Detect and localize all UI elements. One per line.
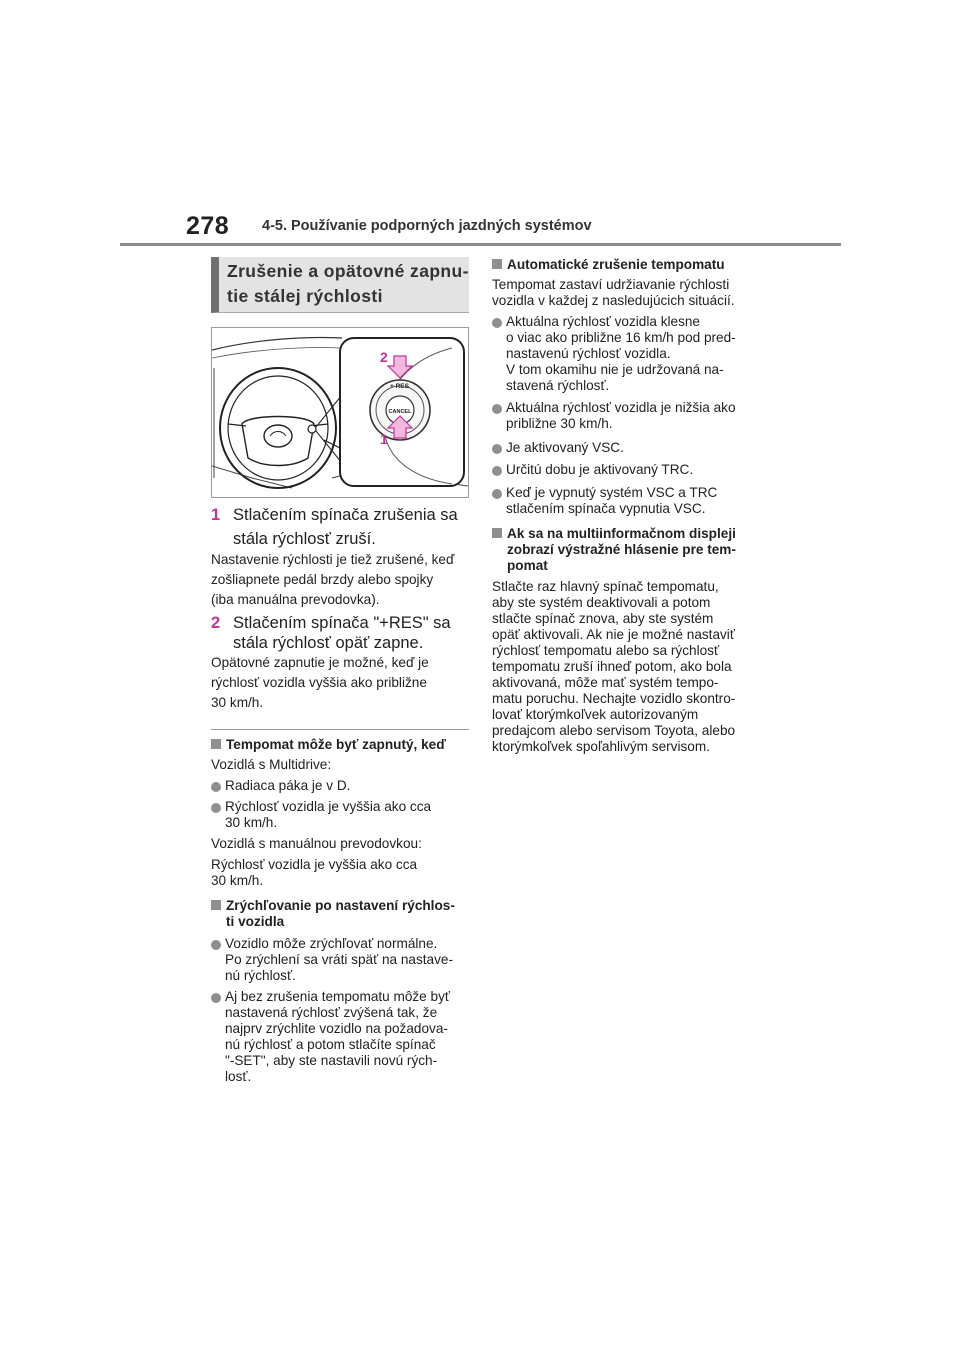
bullet-dot-icon <box>492 404 502 414</box>
right-s2-body-11: ktorýmkoľvek spoľahlivým servisom. <box>492 739 710 754</box>
step-2-note-2: rýchlosť vozidla vyššia ako približne <box>211 675 427 690</box>
left-s2-b2-l2: nastavená rýchlosť zvýšená tak, že <box>225 1005 438 1020</box>
heading-line-2: tie stálej rýchlosti <box>227 286 383 306</box>
left-s2-b1-l1: Vozidlo môže zrýchľovať normálne. <box>225 936 438 951</box>
square-bullet-icon <box>211 739 221 749</box>
left-s2-b2-l6: losť. <box>225 1069 252 1084</box>
callout-2: 2 <box>380 349 388 365</box>
step-1-note-3: (iba manuálna prevodovka). <box>211 592 380 607</box>
right-s2-heading-2: zobrazí výstražné hlásenie pre tem- <box>507 542 736 557</box>
bullet-dot-icon <box>211 993 221 1003</box>
left-s2-b1-l2: Po zrýchlení sa vráti späť na nastave- <box>225 952 453 967</box>
left-s1-b1: Radiaca páka je v D. <box>225 778 351 793</box>
right-s2-body-1: Stlačte raz hlavný spínač tempomatu, <box>492 579 719 594</box>
step-1-note-1: Nastavenie rýchlosti je tiež zrušené, keď <box>211 552 455 567</box>
steering-wheel-drawing <box>212 328 468 497</box>
right-s2-body-8: matu poruchu. Nechajte vozidlo skontro- <box>492 691 736 706</box>
heading-line-1: Zrušenie a opätovné zapnu- <box>227 261 469 281</box>
right-s2-body-4: opäť aktivovali. Ak nie je možné nastaviť <box>492 627 735 642</box>
right-s1-heading: Automatické zrušenie tempomatu <box>492 257 725 273</box>
bullet-dot-icon <box>492 444 502 454</box>
right-s2-heading-3: pomat <box>507 558 548 573</box>
left-s2-b2-l3: najprv zrýchlite vozidlo na požadova- <box>225 1021 448 1036</box>
left-s1-b2-l2: 30 km/h. <box>225 815 278 830</box>
step-1-note-2: zošliapnete pedál brzdy alebo spojky <box>211 572 434 587</box>
left-s1-intro2: Vozidlá s manuálnou prevodovkou: <box>211 836 422 851</box>
right-s2-body-3: stlačte spínač znova, aby ste systém <box>492 611 714 626</box>
step-2-note-3: 30 km/h. <box>211 695 264 710</box>
left-s2-heading-1: Zrýchľovanie po nastavení rýchlos- <box>211 898 455 914</box>
right-s2-body-6: tempomatu zruší ihneď potom, ako bola <box>492 659 732 674</box>
bullet-dot-icon <box>211 782 221 792</box>
left-s1-intro1: Vozidlá s Multidrive: <box>211 757 332 772</box>
bullet-dot-icon <box>492 489 502 499</box>
right-s1-b1-l3: nastavenú rýchlosť vozidla. <box>506 346 671 361</box>
right-s2-heading-1: Ak sa na multiinformačnom displeji <box>492 526 736 542</box>
left-s2-b1-l3: nú rýchlosť. <box>225 968 296 983</box>
bullet-dot-icon <box>211 940 221 950</box>
left-s2-b2-l4: nú rýchlosť a potom stlačíte spínač <box>225 1037 436 1052</box>
left-s2-heading-2: ti vozidla <box>226 914 285 929</box>
bullet-dot-icon <box>211 803 221 813</box>
step-1-line-2: stála rýchlosť zruší. <box>233 530 376 548</box>
right-s1-b1-l4: V tom okamihu nie je udržovaná na- <box>506 362 724 377</box>
right-s1-b2-l2: približne 30 km/h. <box>506 416 613 431</box>
step-1-line-1: Stlačením spínača zrušenia sa <box>233 506 458 524</box>
right-s1-b1-l5: stavená rýchlosť. <box>506 378 610 393</box>
steering-wheel-illustration <box>211 327 469 498</box>
left-s1-p-l2: 30 km/h. <box>211 873 264 888</box>
section-heading-box <box>211 257 469 313</box>
cancel-label: CANCEL <box>388 409 412 415</box>
right-s1-b1-l2: o viac ako približne 16 km/h pod pred- <box>506 330 736 345</box>
step-1-number: 1 <box>211 506 221 524</box>
right-s1-intro-2: vozidla v každej z nasledujúcich situácií. <box>492 293 735 308</box>
square-bullet-icon <box>211 900 221 910</box>
right-s1-b3: Je aktivovaný VSC. <box>506 440 624 455</box>
right-s2-body-2: aby ste systém deaktivovali a potom <box>492 595 711 610</box>
left-s2-b2-l5: "-SET", aby ste nastavili novú rých- <box>225 1053 438 1068</box>
right-s2-body-9: lovať ktorýmkoľvek autorizovaným <box>492 707 699 722</box>
square-bullet-icon <box>492 259 502 269</box>
right-s1-intro-1: Tempomat zastaví udržiavanie rýchlosti <box>492 277 730 292</box>
left-s2-b2-l1: Aj bez zrušenia tempomatu môže byť <box>225 989 450 1004</box>
square-bullet-icon <box>492 528 502 538</box>
callout-1: 1 <box>380 431 388 447</box>
step-2-note-1: Opätovné zapnutie je možné, keď je <box>211 655 429 670</box>
right-s2-body-10: predajcom alebo servisom Toyota, alebo <box>492 723 736 738</box>
res-label: + RES <box>390 383 409 390</box>
right-s1-b1-l1: Aktuálna rýchlosť vozidla klesne <box>506 314 700 329</box>
bullet-dot-icon <box>492 318 502 328</box>
left-s1-heading: Tempomat môže byť zapnutý, keď <box>211 737 446 753</box>
header-divider <box>120 243 841 246</box>
step-2-number: 2 <box>211 614 221 632</box>
right-s1-b2-l1: Aktuálna rýchlosť vozidla je nižšia ako <box>506 400 736 415</box>
right-s1-b5-l2: stlačením spínača vypnutia VSC. <box>506 501 706 516</box>
section-divider <box>211 729 469 730</box>
right-s1-b5-l1: Keď je vypnutý systém VSC a TRC <box>506 485 718 500</box>
section-title: 4-5. Používanie podporných jazdných systémov <box>262 218 592 234</box>
right-s1-b4: Určitú dobu je aktivovaný TRC. <box>506 462 694 477</box>
step-2-line-1: Stlačením spínača "+RES" sa <box>233 614 451 632</box>
bullet-dot-icon <box>492 466 502 476</box>
right-s2-body-5: rýchlosť tempomatu alebo sa rýchlosť <box>492 643 720 658</box>
step-2-line-2: stála rýchlosť opäť zapne. <box>233 634 424 652</box>
left-s1-p-l1: Rýchlosť vozidla je vyššia ako cca <box>211 857 418 872</box>
left-s1-b2-l1: Rýchlosť vozidla je vyššia ako cca <box>225 799 432 814</box>
right-s2-body-7: aktivovaná, môže mať systém tempo- <box>492 675 719 690</box>
page-number: 278 <box>186 212 230 240</box>
